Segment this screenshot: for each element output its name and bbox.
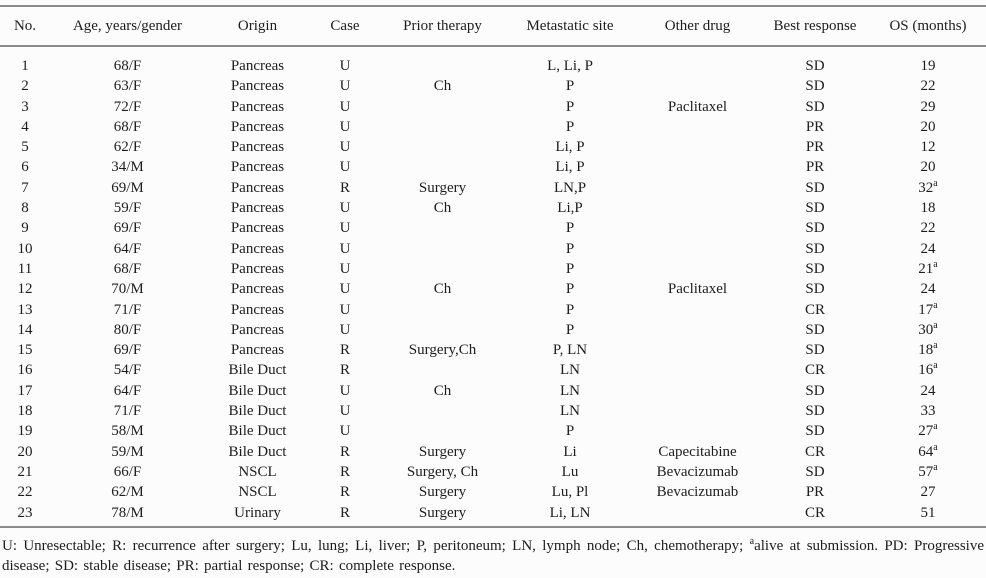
table-cell: 59/M	[111, 443, 144, 460]
table-cell: 1	[21, 58, 29, 74]
table-cell	[635, 76, 760, 96]
table-row	[0, 157, 986, 177]
table-cell: P	[565, 220, 575, 237]
table-cell: U	[339, 58, 351, 74]
table-cell: 16	[17, 362, 33, 379]
table-cell: 22	[17, 484, 33, 501]
table-cell: 6	[21, 159, 29, 176]
table-row	[0, 117, 986, 137]
table-cell: Pancreas	[230, 78, 285, 95]
table-cell: 18$^a$	[918, 340, 938, 359]
table-cell: 59/F	[113, 200, 142, 217]
table-cell: 20	[920, 118, 936, 135]
table-cell: Pancreas	[230, 240, 285, 257]
table-cell: 69/M	[111, 179, 144, 196]
table-cell: Bevacizumab	[656, 463, 739, 480]
table-cell: Bevacizumab	[656, 484, 739, 501]
table-cell: 57$^a$	[918, 461, 938, 480]
footnote-text-part1: U: Unresectable; R: recurrence after surgery; Lu, lung; Li, liver; P, peritoneum; LN, lymph node; Ch, chemotherapy;	[2, 538, 750, 554]
table-cell	[635, 421, 760, 441]
table-cell	[635, 320, 760, 340]
table-cell: P	[565, 260, 575, 277]
table-cell	[380, 137, 505, 157]
table-cell: SD	[805, 240, 825, 257]
table-cell: 12	[920, 139, 936, 156]
table-cell: U	[339, 382, 351, 399]
table-cell: 12	[17, 281, 33, 298]
table-cell: 69/F	[113, 220, 142, 237]
table-cell: LN,P	[553, 179, 587, 196]
table-row	[0, 259, 986, 279]
table-cell: 19	[920, 58, 936, 74]
table-cell: 24	[920, 240, 936, 257]
table-cell: 2	[21, 78, 29, 95]
table-row	[0, 239, 986, 259]
table-cell: 11	[17, 260, 33, 277]
table-cell: Surgery,Ch	[408, 342, 477, 359]
table-cell: 80/F	[113, 321, 142, 338]
table-footnote	[0, 537, 986, 576]
table-row	[0, 178, 986, 198]
table-cell: CR	[804, 301, 825, 318]
table-cell: 21	[17, 463, 33, 480]
column-header: Prior therapy	[380, 6, 505, 46]
table-cell: SD	[805, 78, 825, 95]
table-cell: Pancreas	[230, 321, 285, 338]
table-row	[0, 279, 986, 299]
table-cell: CR	[804, 443, 825, 460]
table-cell: 20	[17, 443, 33, 460]
table-cell: Pancreas	[230, 342, 285, 359]
table-cell: 19	[17, 423, 33, 440]
table-header-row	[0, 6, 986, 46]
alive-superscript: a	[933, 319, 938, 331]
table-cell: LN	[560, 403, 580, 420]
column-header: Origin	[205, 6, 310, 46]
table-cell	[380, 239, 505, 259]
table-cell: Surgery	[418, 179, 467, 196]
table-cell: CR	[804, 504, 825, 521]
table-row	[0, 97, 986, 117]
alive-superscript: a	[933, 177, 938, 189]
table-cell	[635, 198, 760, 218]
table-cell: 34/M	[111, 159, 144, 176]
table-row	[0, 462, 986, 482]
table-cell: NSCL	[238, 463, 277, 480]
table-cell: PR	[805, 484, 825, 501]
table-cell: U	[339, 260, 351, 277]
table-cell: 69/F	[113, 342, 142, 359]
table-cell: SD	[805, 281, 825, 298]
table-cell: 10	[17, 240, 33, 257]
table-cell	[635, 239, 760, 259]
table-cell: 32$^a$	[918, 177, 938, 196]
table-cell: U	[339, 240, 351, 257]
table-cell: Li,P	[557, 200, 583, 217]
table-cell: PR	[805, 118, 825, 135]
table-row	[0, 442, 986, 462]
table-cell	[635, 137, 760, 157]
table-cell: R	[339, 504, 350, 521]
table-cell: Li, LN	[549, 504, 591, 521]
table-cell: Bile Duct	[228, 382, 287, 399]
table-cell: Pancreas	[230, 118, 285, 135]
table-cell: 66/F	[113, 463, 142, 480]
table-cell	[380, 46, 505, 76]
table-cell	[635, 300, 760, 320]
alive-superscript: a	[933, 299, 938, 311]
table-row	[0, 137, 986, 157]
table-cell: Pancreas	[230, 98, 285, 115]
table-cell: Capecitabine	[658, 443, 737, 460]
table-cell	[380, 421, 505, 441]
table-row	[0, 381, 986, 401]
table-cell: Bile Duct	[228, 423, 287, 440]
table-cell: L, Li, P	[547, 58, 593, 74]
table-cell: Pancreas	[230, 260, 285, 277]
table-cell: CR	[804, 362, 825, 379]
table-cell	[380, 218, 505, 238]
table-cell	[380, 259, 505, 279]
column-header: Best response	[760, 6, 870, 46]
table-cell: Surgery, Ch	[406, 463, 479, 480]
table-cell: P	[565, 321, 575, 338]
table-cell: SD	[805, 260, 825, 277]
table-cell: 33	[920, 403, 936, 420]
table-cell: 64/F	[113, 382, 142, 399]
table-cell: R	[339, 362, 350, 379]
table-row	[0, 320, 986, 340]
table-cell: Ch	[433, 382, 452, 399]
column-header: No.	[0, 6, 50, 46]
table-cell: 70/M	[111, 281, 144, 298]
table-cell: SD	[805, 98, 825, 115]
table-cell: 71/F	[113, 301, 142, 318]
table-row	[0, 340, 986, 360]
table-row	[0, 503, 986, 527]
table-cell: 7	[21, 179, 29, 196]
table-cell	[635, 259, 760, 279]
table-cell: 54/F	[113, 362, 142, 379]
table-row	[0, 300, 986, 320]
table-cell	[380, 300, 505, 320]
table-cell	[635, 381, 760, 401]
table-cell	[635, 46, 760, 76]
table-cell: Surgery	[418, 443, 467, 460]
table-cell: U	[339, 159, 351, 176]
column-header: Case	[310, 6, 380, 46]
table-cell: 8	[21, 200, 29, 217]
patient-characteristics-table	[0, 5, 986, 528]
table-cell: 63/F	[113, 78, 142, 95]
table-cell: 51	[920, 504, 936, 521]
table-row	[0, 421, 986, 441]
table-cell: U	[339, 78, 351, 95]
table-cell: 64/F	[113, 240, 142, 257]
table-row	[0, 482, 986, 502]
table-cell: 3	[21, 98, 29, 115]
table-cell: Lu, Pl	[551, 484, 589, 501]
table-cell: P	[565, 78, 575, 95]
table-cell	[635, 157, 760, 177]
table-cell: SD	[805, 403, 825, 420]
table-cell: U	[339, 281, 351, 298]
table-cell: 14	[17, 321, 33, 338]
table-cell: U	[339, 321, 351, 338]
table-cell: NSCL	[238, 484, 277, 501]
table-cell: 13	[17, 301, 33, 318]
table-cell: U	[339, 403, 351, 420]
table-cell: 18	[17, 403, 33, 420]
column-header: Metastatic site	[505, 6, 635, 46]
table-cell: R	[339, 484, 350, 501]
table-row	[0, 401, 986, 421]
table-cell	[380, 360, 505, 380]
footnote-superscript-a: a	[749, 536, 755, 547]
table-cell: Surgery	[418, 504, 467, 521]
table-cell: 4	[21, 118, 29, 135]
table-cell: 72/F	[113, 98, 142, 115]
table-cell: Ch	[433, 200, 452, 217]
table-cell: SD	[805, 423, 825, 440]
table-cell: Li	[563, 443, 577, 460]
table-cell: Pancreas	[230, 139, 285, 156]
column-header: Age, years/gender	[50, 6, 205, 46]
column-header: Other drug	[635, 6, 760, 46]
table-cell: Bile Duct	[228, 403, 287, 420]
table-cell: 17	[17, 382, 33, 399]
table-cell: 27$^a$	[918, 421, 938, 440]
table-cell: Pancreas	[230, 301, 285, 318]
table-cell: 23	[17, 504, 33, 521]
table-body	[0, 46, 986, 527]
table-cell: U	[339, 301, 351, 318]
table-cell: P	[565, 423, 575, 440]
table-cell: P	[565, 301, 575, 318]
table-cell	[380, 320, 505, 340]
table-cell: U	[339, 423, 351, 440]
table-cell: 27	[920, 484, 936, 501]
table-row	[0, 198, 986, 218]
table-cell: Paclitaxel	[667, 281, 728, 298]
table-cell: LN	[560, 362, 580, 379]
table-cell: Pancreas	[230, 281, 285, 298]
table-cell: SD	[805, 58, 825, 74]
table-cell: SD	[805, 321, 825, 338]
table-cell: 21$^a$	[918, 258, 938, 277]
table-cell: Bile Duct	[228, 443, 287, 460]
table-cell: Li, P	[555, 159, 585, 176]
table-cell: 15	[17, 342, 33, 359]
table-cell: 29	[920, 98, 936, 115]
table-cell: R	[339, 463, 350, 480]
table-cell: U	[339, 98, 351, 115]
table-cell: Li, P	[555, 139, 585, 156]
table-cell: 68/F	[113, 58, 142, 74]
table-cell: SD	[805, 179, 825, 196]
table-cell: 58/M	[111, 423, 144, 440]
table-cell: R	[339, 179, 350, 196]
table-cell	[635, 218, 760, 238]
table-cell: 71/F	[113, 403, 142, 420]
table-cell: P	[565, 240, 575, 257]
table-cell: 30$^a$	[918, 319, 938, 338]
table-cell	[380, 97, 505, 117]
table-cell: 22	[920, 78, 936, 95]
alive-superscript: a	[933, 441, 938, 453]
table-cell	[635, 503, 760, 527]
table-cell: P	[565, 118, 575, 135]
table-cell: PR	[805, 139, 825, 156]
table-cell	[635, 340, 760, 360]
alive-superscript: a	[933, 258, 938, 270]
table-cell: 62/F	[113, 139, 142, 156]
table-cell: SD	[805, 342, 825, 359]
table-cell: Ch	[433, 281, 452, 298]
table-cell: 20	[920, 159, 936, 176]
table-cell: Ch	[433, 78, 452, 95]
table-cell: 16$^a$	[918, 360, 938, 379]
table-header	[0, 6, 986, 46]
table-cell	[380, 401, 505, 421]
alive-superscript: a	[933, 360, 938, 372]
table-row	[0, 218, 986, 238]
table-cell: Pancreas	[230, 220, 285, 237]
table-cell: U	[339, 220, 351, 237]
table-cell	[380, 157, 505, 177]
table-cell: P, LN	[552, 342, 588, 359]
table-row	[0, 360, 986, 380]
table-cell: P	[565, 281, 575, 298]
alive-superscript: a	[933, 421, 938, 433]
table-cell: R	[339, 342, 350, 359]
table-cell: R	[339, 443, 350, 460]
table-row	[0, 46, 986, 76]
table-cell: Surgery	[418, 484, 467, 501]
table-cell: SD	[805, 463, 825, 480]
table-cell: Pancreas	[230, 179, 285, 196]
table-cell	[380, 117, 505, 137]
table-cell: Bile Duct	[228, 362, 287, 379]
table-cell: 24	[920, 382, 936, 399]
table-cell: Paclitaxel	[667, 98, 728, 115]
footnote-text-part2: alive at submission. PD: Progressive disease; SD: stable disease; PR: partial response; CR: complete response.	[2, 538, 984, 574]
table-cell: 9	[21, 220, 29, 237]
table-cell	[635, 178, 760, 198]
table-cell: U	[339, 200, 351, 217]
table-cell	[635, 117, 760, 137]
table-cell: LN	[560, 382, 580, 399]
table-cell: U	[339, 118, 351, 135]
table-cell: SD	[805, 200, 825, 217]
table-cell: Lu	[561, 463, 579, 480]
table-row	[0, 76, 986, 96]
table-cell: 62/M	[111, 484, 144, 501]
table-cell: 68/F	[113, 260, 142, 277]
table-cell: 78/M	[111, 504, 144, 521]
table-cell	[635, 401, 760, 421]
table-cell: 5	[21, 139, 29, 156]
table-cell: Pancreas	[230, 58, 285, 74]
table-cell: Pancreas	[230, 200, 285, 217]
column-header: OS (months)	[870, 6, 986, 46]
table-cell: 24	[920, 281, 936, 298]
alive-superscript: a	[933, 461, 938, 473]
table-cell: P	[565, 98, 575, 115]
table-cell: 17$^a$	[918, 299, 938, 318]
table-cell: 68/F	[113, 118, 142, 135]
table-cell: 22	[920, 220, 936, 237]
table-cell: U	[339, 139, 351, 156]
table-cell: SD	[805, 220, 825, 237]
alive-superscript: a	[933, 340, 938, 352]
table-cell: PR	[805, 159, 825, 176]
table-cell: 64$^a$	[918, 441, 938, 460]
table-cell: 18	[920, 200, 936, 217]
table-cell: SD	[805, 382, 825, 399]
table-cell	[635, 360, 760, 380]
table-cell: Pancreas	[230, 159, 285, 176]
table-cell: Urinary	[234, 504, 281, 521]
